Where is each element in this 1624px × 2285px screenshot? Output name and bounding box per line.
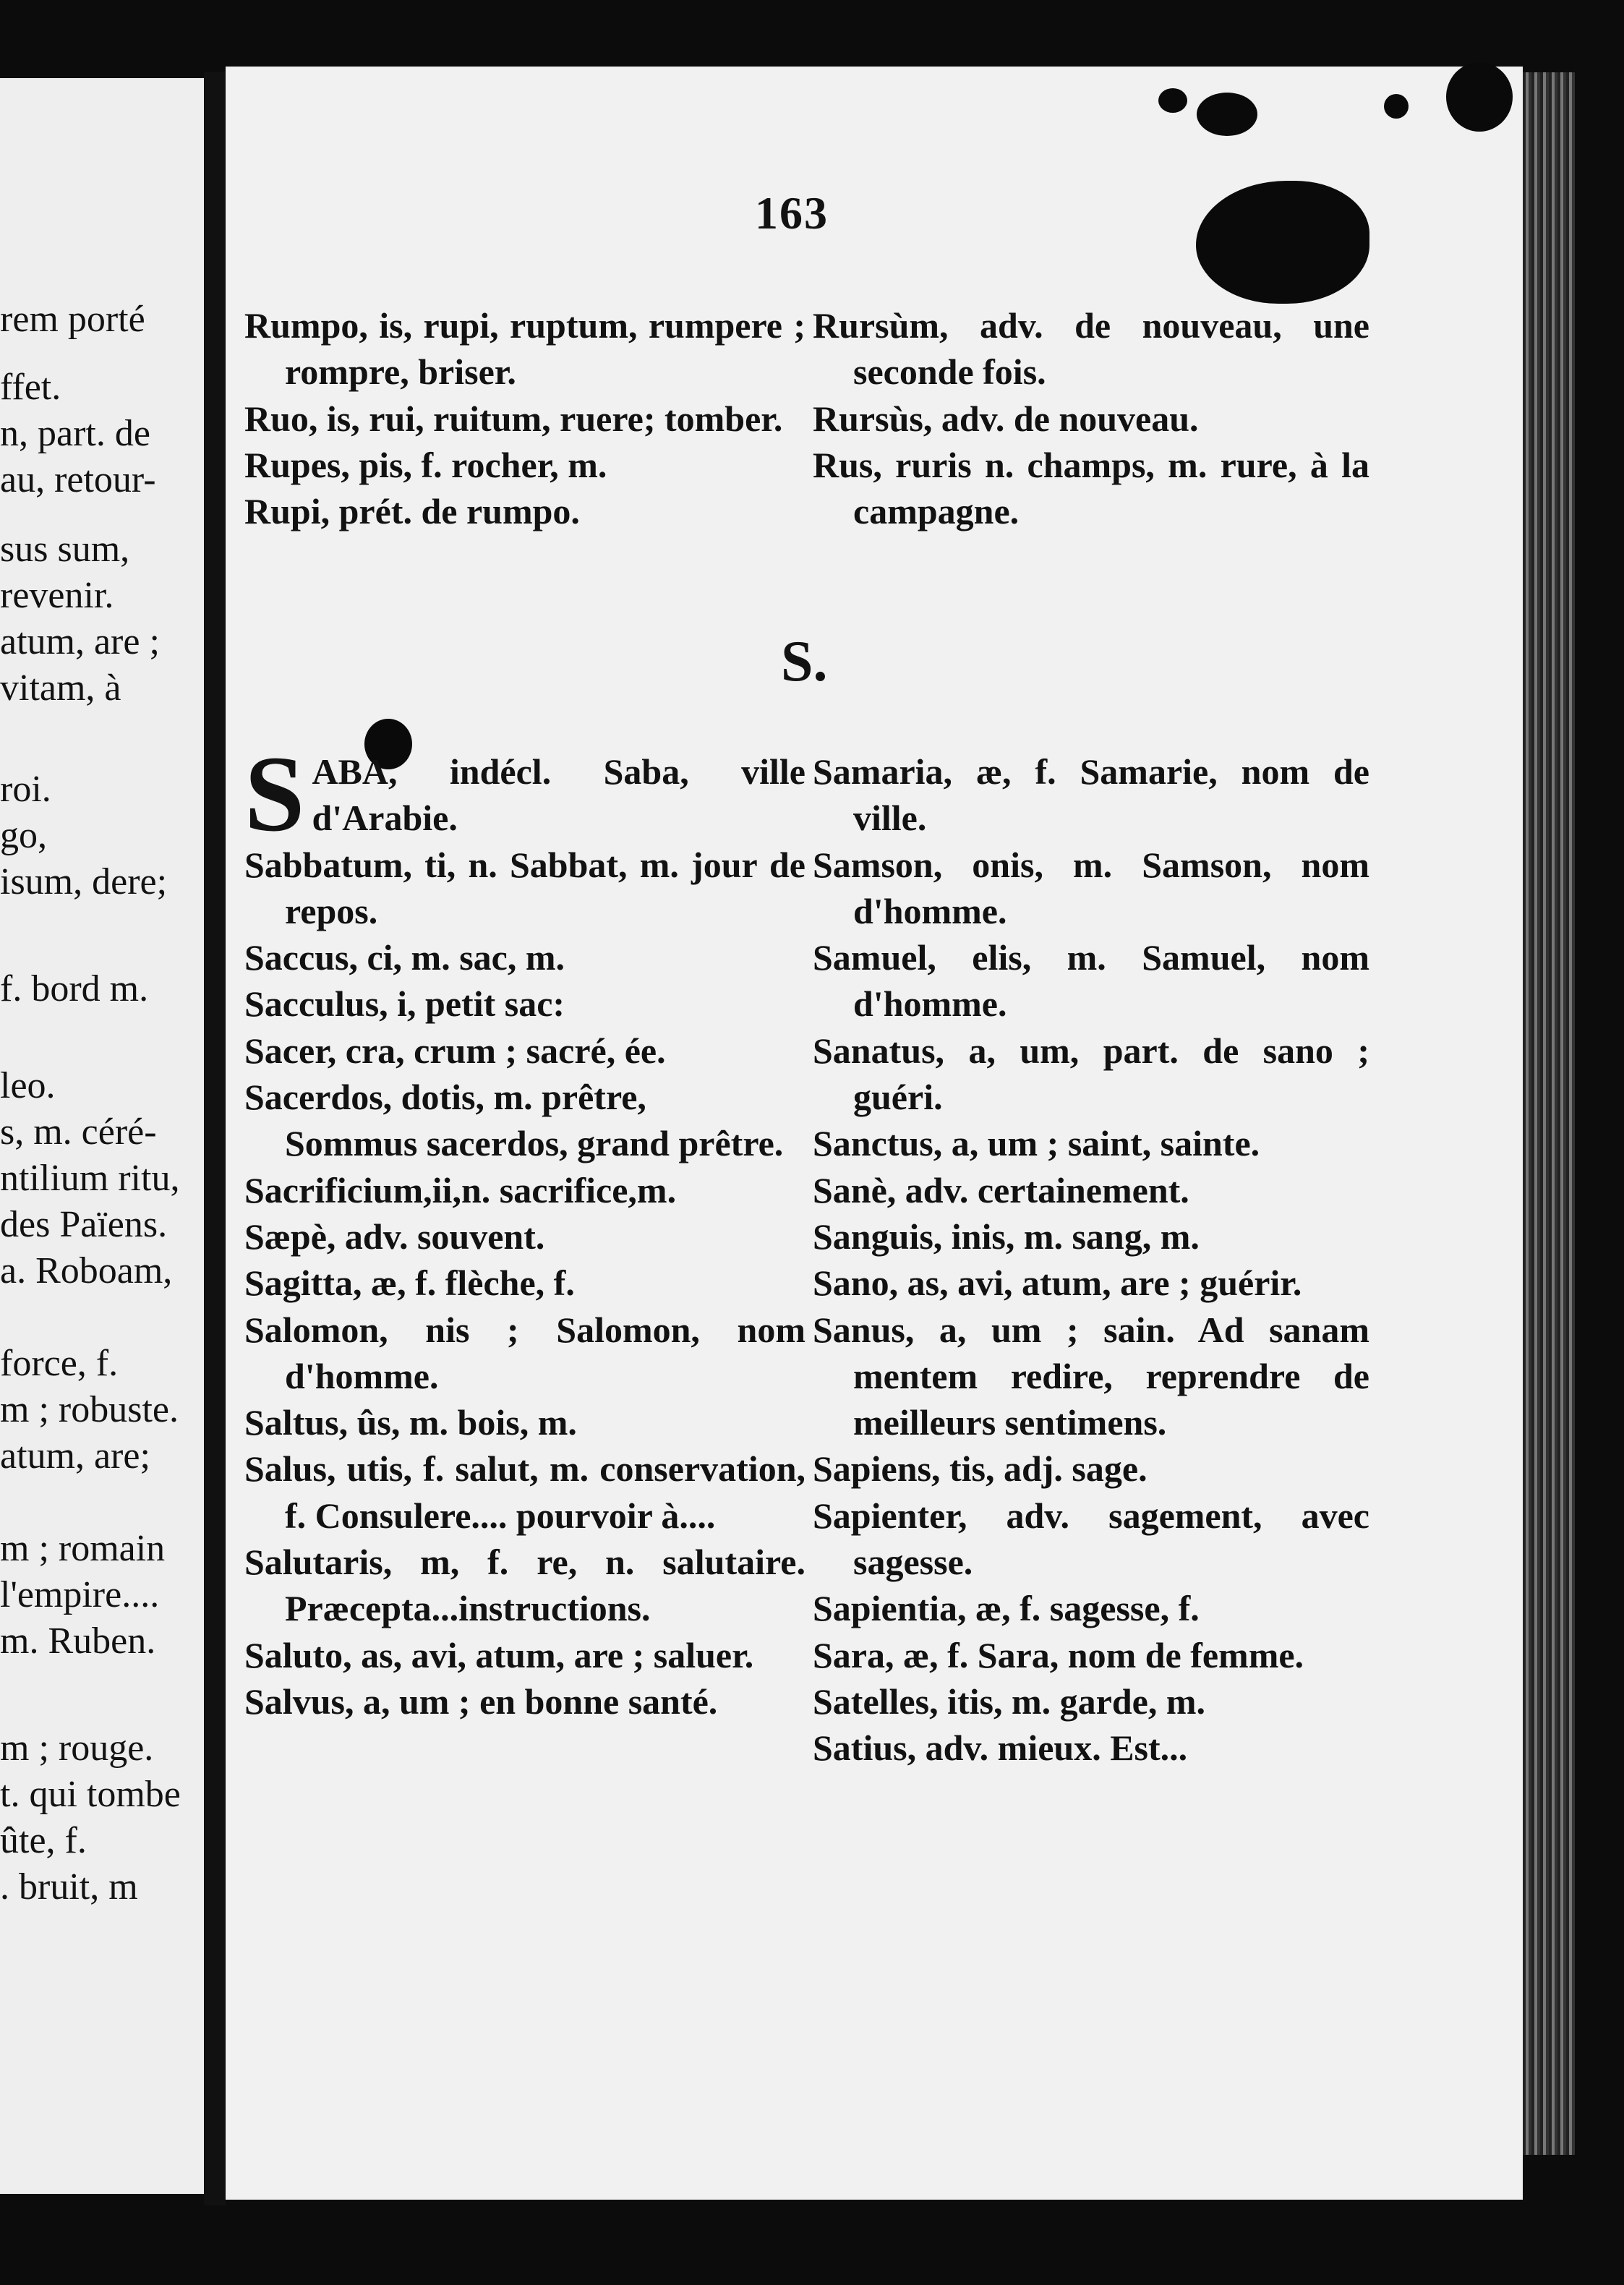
dictionary-entry: Sagitta, æ, f. flèche, f.: [244, 1263, 575, 1304]
entries-column-left: [244, 734, 805, 1725]
entries-column-left-top: [244, 302, 805, 534]
page-edge: [1523, 72, 1575, 2155]
dictionary-entry: Sacrificium,ii,n. sacrifice,m.: [244, 1169, 677, 1210]
dictionary-entry: Samaria, æ, f. Samarie, nom de ville.: [813, 751, 1369, 839]
dictionary-entry: Satius, adv. mieux. Est...: [813, 1727, 1188, 1769]
dictionary-entry: Samson, onis, m. Samson, nom d'homme.: [813, 844, 1369, 931]
left-line: t. qui tombe: [0, 1774, 181, 1815]
left-page-fragment: [0, 78, 204, 2194]
left-line: rem porté: [0, 299, 145, 340]
dictionary-entry: Sanguis, inis, m. sang, m.: [813, 1216, 1200, 1257]
left-line: n, part. de: [0, 413, 150, 454]
ink-blot: [1446, 62, 1513, 132]
entries-column-right-top: [813, 302, 1369, 534]
ink-blot: [1196, 181, 1369, 304]
left-line: f. bord m.: [0, 968, 149, 1009]
dictionary-entry: Sacculus, i, petit sac:: [244, 983, 565, 1025]
dictionary-entry: Rumpo, is, rupi, ruptum, rumpere ; rompre, briser.: [244, 305, 805, 393]
left-line: m ; rouge.: [0, 1727, 154, 1769]
left-line: sus sum,: [0, 529, 130, 570]
left-line: m. Ruben.: [0, 1620, 156, 1662]
left-line: vitam, à: [0, 667, 121, 709]
dictionary-entry: Samuel, elis, m. Samuel, nom d'homme.: [813, 937, 1369, 1025]
section-heading: S.: [781, 630, 828, 693]
left-line: m ; robuste.: [0, 1389, 179, 1430]
left-line: force, f.: [0, 1343, 119, 1384]
book-gutter: [204, 72, 226, 2205]
left-line: ffet.: [0, 367, 61, 408]
ink-blot: [1158, 88, 1187, 113]
dictionary-entry-sub: Sommus sacerdos, grand prêtre.: [285, 1123, 784, 1164]
left-line: atum, are ;: [0, 621, 160, 662]
dictionary-entry: Rupi, prét. de rumpo.: [244, 491, 580, 532]
left-line: revenir.: [0, 575, 114, 616]
dictionary-entry: Sapiens, tis, adj. sage.: [813, 1448, 1148, 1490]
dictionary-entry: Sanatus, a, um, part. de sano ; guéri.: [813, 1030, 1369, 1118]
ink-blot: [1384, 94, 1409, 119]
dictionary-entry: Salus, utis, f. salut, m. conservation, f. Consulere.... pourvoir à....: [244, 1448, 805, 1536]
dictionary-entry: Sanus, a, um ; sain. Ad sanam mentem redire, reprendre de meilleurs sentimens.: [813, 1309, 1369, 1443]
dictionary-entry: Sacer, cra, crum ; sacré, ée.: [244, 1030, 666, 1071]
dictionary-entry: Sapienter, adv. sagement, avec sagesse.: [813, 1495, 1369, 1583]
dictionary-entry: Salomon, nis ; Salomon, nom d'homme.: [244, 1309, 805, 1396]
left-line: leo.: [0, 1065, 56, 1106]
left-line: a. Roboam,: [0, 1250, 173, 1291]
page-number: 163: [755, 187, 829, 239]
left-line: l'empire....: [0, 1574, 160, 1615]
left-line: ntilium ritu,: [0, 1158, 180, 1199]
left-line: roi.: [0, 769, 51, 810]
dictionary-entry: Rursùm, adv. de nouveau, une seconde fois.: [813, 305, 1369, 393]
ink-blot: [1197, 93, 1257, 136]
entries-column-right: [813, 748, 1369, 1772]
dictionary-entry: Sano, as, avi, atum, are ; guérir.: [813, 1263, 1302, 1304]
dictionary-entry: Saltus, ûs, m. bois, m.: [244, 1402, 577, 1443]
left-line: s, m. céré-: [0, 1111, 157, 1153]
dictionary-entry: Sacerdos, dotis, m. prêtre,: [244, 1077, 646, 1118]
left-line: atum, are;: [0, 1435, 150, 1477]
dictionary-entry: Rursùs, adv. de nouveau.: [813, 398, 1199, 439]
dictionary-entry: Sanctus, a, um ; saint, sainte.: [813, 1123, 1260, 1164]
dictionary-entry: Sapientia, æ, f. sagesse, f.: [813, 1588, 1200, 1629]
left-line: au, retour-: [0, 459, 156, 500]
dropcap-entry-text: ABA, indécl. Saba, ville d'Arabie.: [312, 751, 805, 839]
dictionary-entry: Satelles, itis, m. garde, m.: [813, 1680, 1205, 1722]
left-line: ûte, f.: [0, 1820, 87, 1861]
dictionary-entry: Saluto, as, avi, atum, are ; saluer.: [244, 1634, 754, 1675]
dictionary-entry: Saccus, ci, m. sac, m.: [244, 937, 565, 978]
dictionary-entry: Salvus, a, um ; en bonne santé.: [244, 1680, 718, 1722]
dictionary-entry: Salutaris, m, f. re, n. salutaire. Præcepta...instructions.: [244, 1542, 805, 1629]
dictionary-entry: Ruo, is, rui, ruitum, ruere; tomber.: [244, 398, 783, 439]
left-line: . bruit, m: [0, 1866, 138, 1908]
left-line: go,: [0, 815, 47, 856]
dictionary-entry: Rus, ruris n. champs, m. rure, à la campagne.: [813, 444, 1369, 532]
dictionary-entry: Rupes, pis, f. rocher, m.: [244, 444, 607, 485]
dictionary-entry-dropcap: [244, 734, 805, 854]
dictionary-entry: Sabbatum, ti, n. Sabbat, m. jour de repos.: [244, 844, 805, 931]
left-line: isum, dere;: [0, 861, 168, 902]
dictionary-entry: Sara, æ, f. Sara, nom de femme.: [813, 1634, 1304, 1675]
left-line: m ; romain: [0, 1528, 166, 1569]
drop-cap-letter: S: [244, 734, 305, 854]
dictionary-entry: Sæpè, adv. souvent.: [244, 1216, 545, 1257]
left-line: des Païens.: [0, 1204, 168, 1245]
dictionary-entry: Sanè, adv. certainement.: [813, 1169, 1189, 1210]
